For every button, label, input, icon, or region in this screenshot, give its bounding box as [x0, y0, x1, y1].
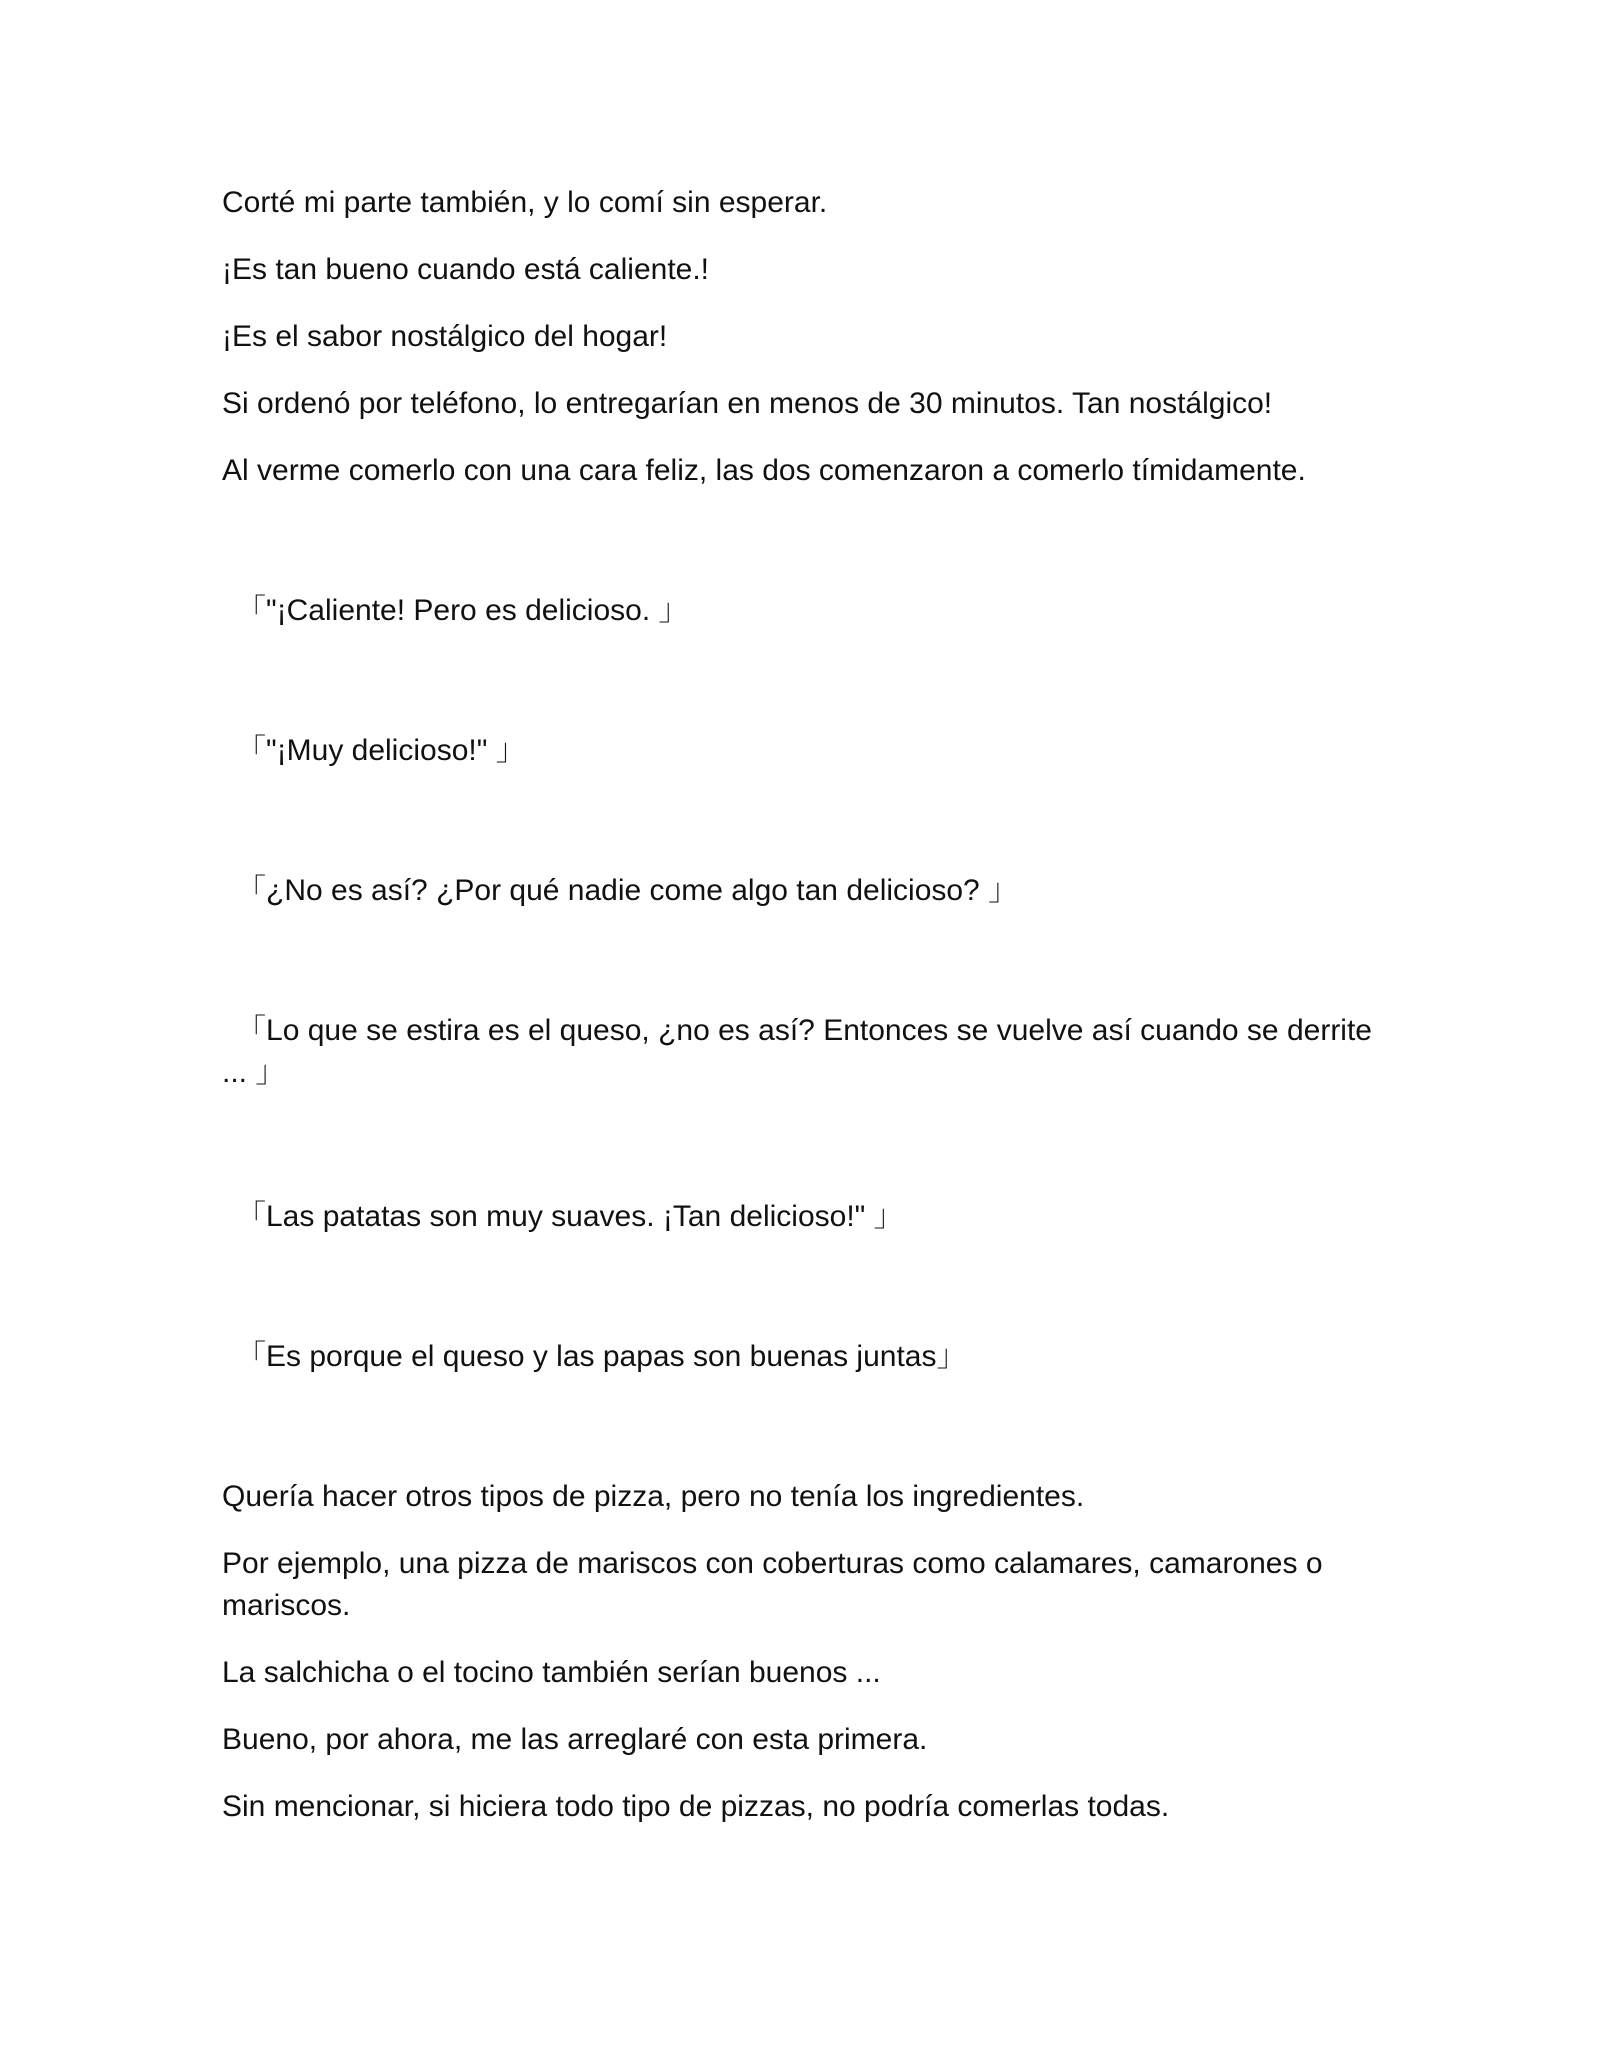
dialogue-line: 「Lo que se estira es el queso, ¿no es así? Entonces se vuelve así cuando se derrite ... 」 [222, 1014, 1372, 1089]
paragraph: Al verme comerlo con una cara feliz, las dos comenzaron a comerlo tímidamente. [222, 454, 1306, 487]
dialogue-line: 「Las patatas son muy suaves. ¡Tan delicioso!" 」 [236, 1200, 904, 1233]
paragraph: Sin mencionar, si hiciera todo tipo de pizzas, no podría comerlas todas. [222, 1790, 1170, 1823]
dialogue-line: 「"¡Caliente! Pero es delicioso. 」 [236, 594, 689, 627]
paragraph: ¡Es tan bueno cuando está caliente.! [222, 253, 710, 286]
paragraph: ¡Es el sabor nostálgico del hogar! [222, 320, 668, 353]
paragraph: Si ordenó por teléfono, lo entregarían en menos de 30 minutos. Tan nostálgico! [222, 387, 1273, 420]
dialogue-line: 「Es porque el queso y las papas son buenas juntas」 [236, 1340, 967, 1373]
dialogue-line: 「¿No es así? ¿Por qué nadie come algo tan delicioso? 」 [236, 874, 1019, 907]
paragraph: Quería hacer otros tipos de pizza, pero no tenía los ingredientes. [222, 1480, 1085, 1513]
paragraph: Por ejemplo, una pizza de mariscos con coberturas como calamares, camarones o mariscos. [222, 1547, 1323, 1622]
paragraph: Corté mi parte también, y lo comí sin esperar. [222, 186, 828, 219]
paragraph: La salchicha o el tocino también serían buenos ... [222, 1656, 881, 1689]
dialogue-line: 「"¡Muy delicioso!" 」 [236, 734, 526, 767]
paragraph: Bueno, por ahora, me las arreglaré con esta primera. [222, 1723, 928, 1756]
